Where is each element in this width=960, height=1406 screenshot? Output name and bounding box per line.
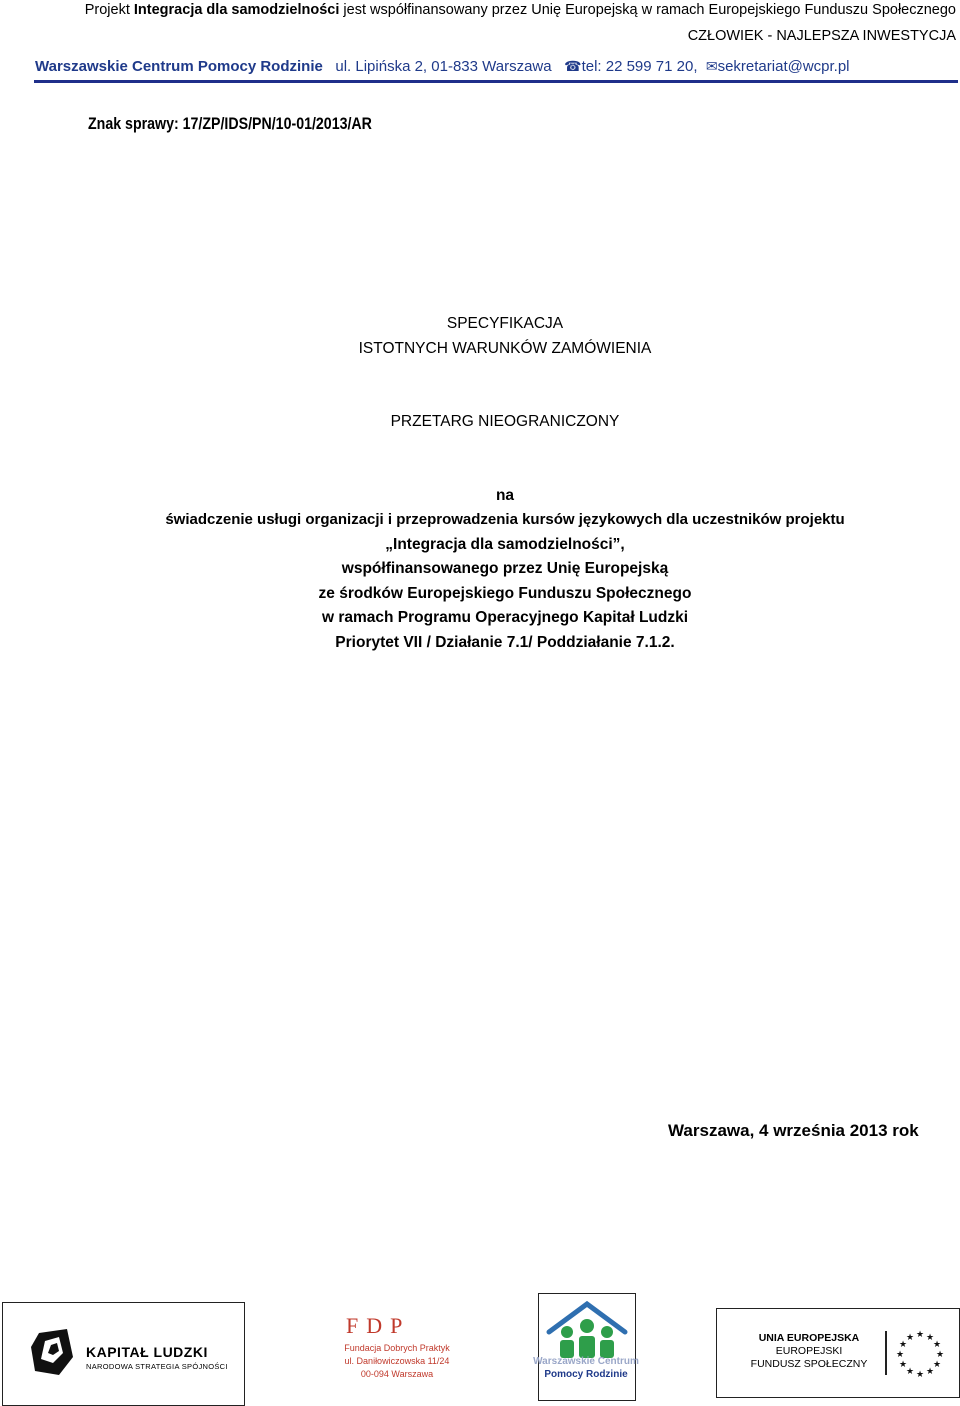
svg-text:★: ★ bbox=[898, 1360, 908, 1370]
header-contact-line bbox=[35, 55, 957, 77]
svg-text:★: ★ bbox=[935, 1350, 945, 1360]
eu-divider bbox=[885, 1331, 887, 1375]
svg-text:★: ★ bbox=[925, 1367, 935, 1377]
kapital-ludzki-subtitle: NARODOWA STRATEGIA SPÓJNOŚCI bbox=[86, 1362, 228, 1371]
svg-text:★: ★ bbox=[915, 1370, 925, 1378]
phone-icon: ☎ bbox=[564, 58, 582, 74]
header-project-name: Integracja dla samodzielności bbox=[133, 2, 340, 18]
house-family-icon bbox=[545, 1298, 629, 1360]
eu-stars-icon bbox=[895, 1328, 945, 1378]
svg-text:★: ★ bbox=[895, 1350, 905, 1360]
doc-title-line2: ISTOTNYCH WARUNKÓW ZAMÓWIENIA bbox=[358, 340, 652, 357]
header-divider bbox=[34, 80, 958, 83]
svg-text:★: ★ bbox=[932, 1340, 942, 1350]
eu-efs-logo bbox=[716, 1308, 960, 1398]
svg-text:★: ★ bbox=[898, 1340, 908, 1350]
svg-text:★: ★ bbox=[905, 1333, 915, 1343]
eu-line3: FUNDUSZ SPOŁECZNY bbox=[750, 1358, 868, 1370]
doc-title-line1: SPECYFIKACJA bbox=[446, 315, 564, 332]
fdp-logo bbox=[300, 1305, 490, 1400]
header-slogan: CZŁOWIEK - NAJLEPSZA INWESTYCJA bbox=[687, 28, 956, 44]
subject-line-na: na bbox=[495, 487, 515, 504]
case-number: Znak sprawy: 17/ZP/IDS/PN/10-01/2013/AR bbox=[88, 115, 372, 133]
header-address: ul. Lipińska 2, 01-833 Warszawa bbox=[335, 58, 552, 75]
header-email[interactable]: sekretariat@wcpr.pl bbox=[717, 58, 850, 75]
subject-line-program: w ramach Programu Operacyjnego Kapitał Ludzki bbox=[321, 609, 689, 626]
procedure-type: PRZETARG NIEOGRANICZONY bbox=[390, 413, 620, 430]
header-suffix: jest współfinansowany przez Unię Europejską w ramach Europejskiego Funduszu Społecznego bbox=[339, 2, 956, 18]
kapital-ludzki-logo bbox=[2, 1302, 245, 1406]
header-phone: tel: 22 599 71 20, bbox=[581, 58, 698, 75]
subject-line-cofinanced: współfinansowanego przez Unię Europejską bbox=[341, 560, 669, 577]
eu-line2: EUROPEJSKI bbox=[775, 1345, 843, 1357]
kapital-ludzki-emblem-icon bbox=[29, 1327, 75, 1379]
header-prefix: Projekt bbox=[84, 2, 134, 18]
subject-line-project: „Integracja dla samodzielności”, bbox=[385, 536, 625, 553]
header-funding-line bbox=[0, 0, 956, 20]
envelope-icon: ✉ bbox=[705, 58, 718, 74]
svg-text:★: ★ bbox=[915, 1330, 925, 1340]
wcpr-name-line1: Warszawskie Centrum bbox=[533, 1356, 639, 1367]
kapital-ludzki-title: KAPITAŁ LUDZKI bbox=[86, 1344, 208, 1360]
fdp-address2: 00-094 Warszawa bbox=[360, 1369, 434, 1379]
fdp-address1: ul. Daniłowiczowska 11/24 bbox=[344, 1356, 450, 1366]
subject-line-priority: Priorytet VII / Działanie 7.1/ Poddziałanie 7.1.2. bbox=[335, 634, 675, 651]
svg-text:★: ★ bbox=[925, 1333, 935, 1343]
document-date: Warszawa, 4 września 2013 rok bbox=[668, 1121, 919, 1140]
subject-line-service: świadczenie usługi organizacji i przeprowadzenia kursów językowych dla uczestników projektu bbox=[165, 511, 845, 528]
header-org-name: Warszawskie Centrum Pomocy Rodzinie bbox=[35, 58, 323, 75]
fdp-letters: FDP bbox=[346, 1313, 411, 1338]
wcpr-logo bbox=[533, 1293, 639, 1401]
wcpr-name-line2: Pomocy Rodzinie bbox=[544, 1369, 628, 1380]
svg-text:★: ★ bbox=[932, 1360, 942, 1370]
eu-line1: UNIA EUROPEJSKA bbox=[758, 1332, 860, 1344]
svg-text:★: ★ bbox=[905, 1367, 915, 1377]
fdp-name: Fundacja Dobrych Praktyk bbox=[344, 1343, 450, 1353]
subject-line-efs: ze środków Europejskiego Funduszu Społecznego bbox=[318, 585, 692, 602]
